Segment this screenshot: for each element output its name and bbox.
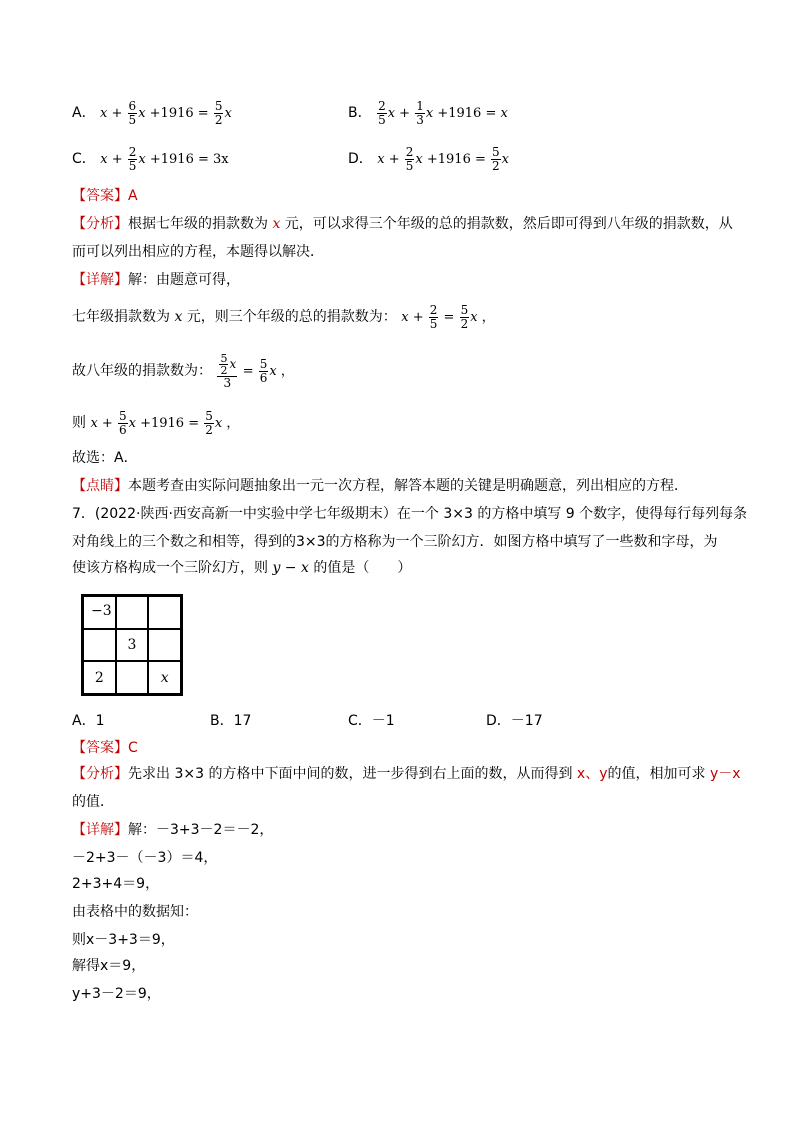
- q6-comment: 【点睛】本题考查由实际问题抽象出一元一次方程，解答本题的关键是明确题意，列出相应的方程．: [72, 478, 688, 494]
- q7-detail-1: 【详解】解：－3+3－2＝－2，: [72, 822, 274, 838]
- q7-detail-4: 由表格中的数据知：: [72, 904, 198, 920]
- q7-detail-7: y+3－2＝9，: [72, 986, 161, 1002]
- q6-choice: 故选：A．: [72, 450, 138, 466]
- q7-option-a: A．1: [72, 713, 105, 729]
- option-b: B． $\frac{2}{5}$ x + $\frac{1}{3}$ x +1916 = x: [348, 99, 508, 127]
- q6-detail-total: 七年级捐款数为 x 元，则三个年级的总的捐款数为： x + $\frac{2}{5}$ = $\frac{5}{2}$ x ，: [72, 303, 495, 331]
- magic-square-grid: [81, 594, 183, 696]
- q7-detail-2: －2+3－（－3）＝4，: [72, 850, 218, 866]
- grid-cell: [116, 596, 149, 629]
- option-a-equation: x + $\frac{6}{5}$ x +1916 = $\frac{5}{2}$ x: [100, 99, 232, 127]
- option-b-equation: $\frac{2}{5}$ x + $\frac{1}{3}$ x +1916 = x: [378, 99, 508, 127]
- grid-cell: −3: [83, 596, 116, 629]
- q7-answer: 【答案】C: [72, 740, 138, 756]
- option-d-equation: x + $\frac{2}{5}$ x +1916 = $\frac{5}{2}$ x: [377, 145, 509, 173]
- option-a: A． x + $\frac{6}{5}$ x +1916 = $\frac{5}{2}$ x: [72, 99, 232, 127]
- q6-detail-equation: 则 x + $\frac{5}{6}$ x +1916 = $\frac{5}{2}$ x ，: [72, 409, 240, 437]
- grid-cell: [148, 596, 181, 629]
- q7-analysis: 【分析】先求出 3×3 的方格中下面中间的数，进一步得到右上面的数，从而得到 x、y的值，相加可求 y－x: [72, 766, 741, 782]
- q6-detail-grade8: 故八年级的捐款数为： $\frac{5}{2}$ x 3 = $\frac{5}{6}$ x ，: [72, 351, 294, 390]
- q7-option-d: D．－17: [486, 713, 543, 729]
- grid-cell: x: [148, 661, 181, 694]
- option-d: D． x + $\frac{2}{5}$ x +1916 = $\frac{5}{2}$ x: [348, 145, 509, 173]
- grid-cell: [116, 661, 149, 694]
- q6-answer: 【答案】A: [72, 188, 138, 204]
- q7-detail-6: 解得x＝9，: [72, 958, 146, 974]
- q6-analysis: 【分析】根据七年级的捐款数为 x 元，可以求得三个年级的总的捐款数，然后即可得到八年级的捐款数，从: [72, 216, 733, 232]
- option-c: C． x + $\frac{2}{5}$ x +1916 = 3x: [72, 145, 229, 173]
- q7-detail-5: 则x－3+3＝9，: [72, 932, 175, 948]
- q6-detail: 【详解】解：由题意可得，: [72, 272, 240, 288]
- q6-analysis-cont: 而可以列出相应的方程，本题得以解决．: [72, 244, 324, 260]
- q7-option-b: B．17: [210, 713, 252, 729]
- grid-cell: 2: [83, 661, 116, 694]
- q7-analysis-cont: 的值．: [72, 794, 114, 810]
- q7-stem-3: 使该方格构成一个三阶幻方，则 y − x 的值是（ ）: [72, 560, 412, 576]
- option-c-equation: x + $\frac{2}{5}$ x +1916 = 3x: [100, 145, 229, 173]
- q7-stem-1: 7．(2022·陕西·西安高新一中实验中学七年级期末）在一个 3×3 的方格中填写 9 个数字，使得每行每列每条: [72, 506, 748, 522]
- grid-cell: [83, 629, 116, 662]
- grid-cell: [148, 629, 181, 662]
- q7-option-c: C．－1: [348, 713, 395, 729]
- q7-detail-3: 2+3+4＝9，: [72, 876, 160, 892]
- q7-stem-2: 对角线上的三个数之和相等，得到的3×3的方格称为一个三阶幻方．如图方格中填写了一些数和字母，为: [72, 534, 718, 550]
- grid-cell: 3: [116, 629, 149, 662]
